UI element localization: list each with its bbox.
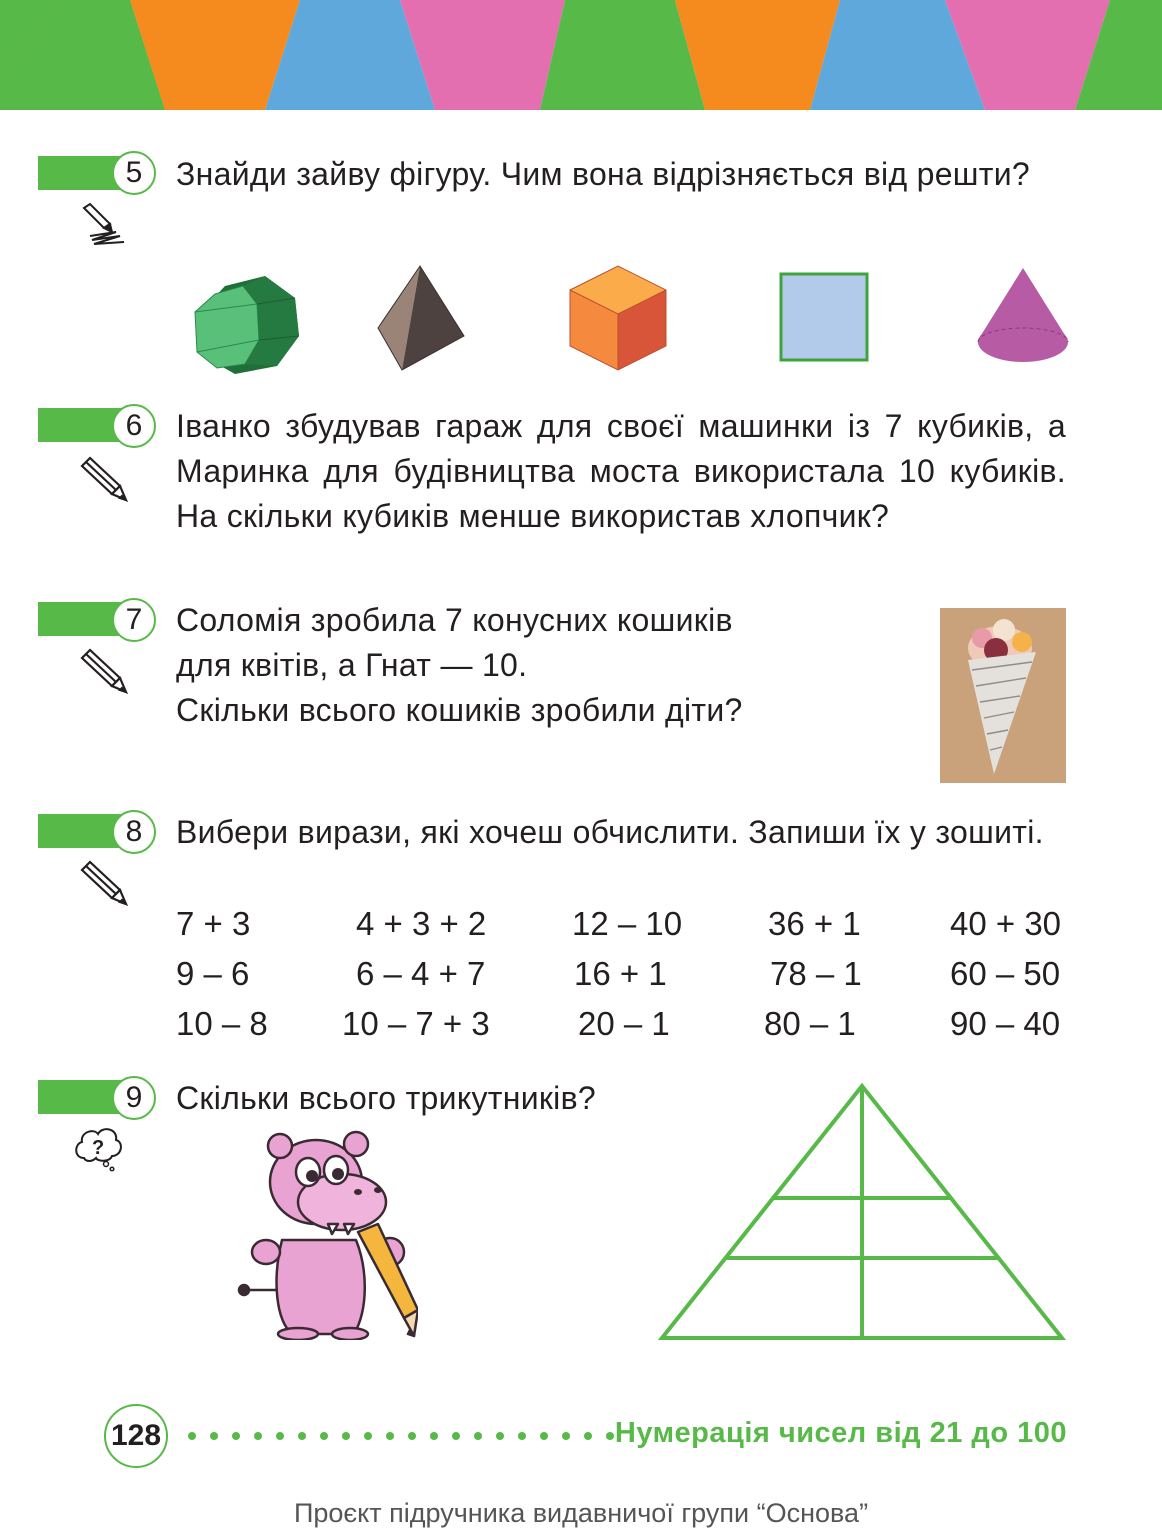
pencil-icon: [76, 860, 130, 906]
cube: [570, 266, 666, 370]
expression: 7 + 3: [176, 905, 251, 942]
expression: 4 + 3 + 2: [356, 905, 487, 942]
section-title: Нумерація чисел від 21 до 100: [614, 1417, 1067, 1449]
expression: 9 – 6: [176, 955, 250, 992]
expression: 10 – 8: [176, 1005, 268, 1042]
hippo-illustration: [232, 1130, 418, 1340]
task-number-badge: 7: [112, 598, 156, 642]
expression: 12 – 10: [572, 905, 683, 942]
octagonal-prism: [195, 276, 299, 374]
task-number-badge: 5: [112, 151, 156, 195]
pencil-icon: [76, 456, 130, 502]
task-5-text: Знайди зайву фігуру. Чим вона відрізняється від решти?: [176, 156, 1030, 192]
pyramid: [378, 266, 464, 370]
square: [781, 274, 867, 360]
task-6-text: Іванко збудував гараж для своєї машинки із 7 кубиків, а Маринка для будівництва моста використала 10 кубиків. На скільки кубиків менше використав хлопчик?: [176, 408, 1066, 534]
expression: 78 – 1: [770, 955, 862, 992]
cone: [978, 268, 1068, 362]
task-number-badge: 8: [112, 810, 156, 854]
triangle-figure: [656, 1082, 1068, 1344]
expression: 20 – 1: [578, 1005, 670, 1042]
expression: 10 – 7 + 3: [342, 1005, 490, 1042]
expression: 16 + 1: [574, 955, 667, 992]
expression: 40 + 30: [950, 905, 1062, 942]
publisher-note: Проєкт підручника видавничої групи “Основа”: [293, 1498, 869, 1528]
expression: 36 + 1: [768, 905, 861, 942]
task-number-badge: 6: [112, 404, 156, 448]
page-number: 128: [104, 1404, 168, 1468]
task-number-badge: 9: [112, 1076, 156, 1120]
task-7-text: [176, 598, 876, 733]
task-9-text: Скільки всього трикутників?: [176, 1080, 596, 1116]
task-7-line: Скільки всього кошиків зробили діти?: [176, 692, 743, 728]
pencil-icon: [76, 648, 130, 694]
footer-dotted-line: [188, 1428, 628, 1444]
task-8-text: Вибери вирази, які хочеш обчислити. Запиши їх у зошиті.: [176, 814, 1044, 850]
expression: 90 – 40: [950, 1005, 1061, 1042]
expression: 6 – 4 + 7: [356, 955, 486, 992]
cone-basket-photo: [940, 608, 1066, 783]
expression: 60 – 50: [950, 955, 1061, 992]
task-7-line: для квітів, а Гнат — 10.: [176, 647, 528, 683]
pencil-scribble-icon: [76, 202, 132, 250]
thinking-cloud-icon: [72, 1124, 124, 1172]
svg-text:?: ?: [92, 1137, 105, 1159]
task-7-line: Соломія зробила 7 конусних кошиків: [176, 602, 733, 638]
shapes-row: [190, 262, 1090, 374]
top-banner: [0, 0, 1162, 110]
expression: 80 – 1: [764, 1005, 856, 1042]
